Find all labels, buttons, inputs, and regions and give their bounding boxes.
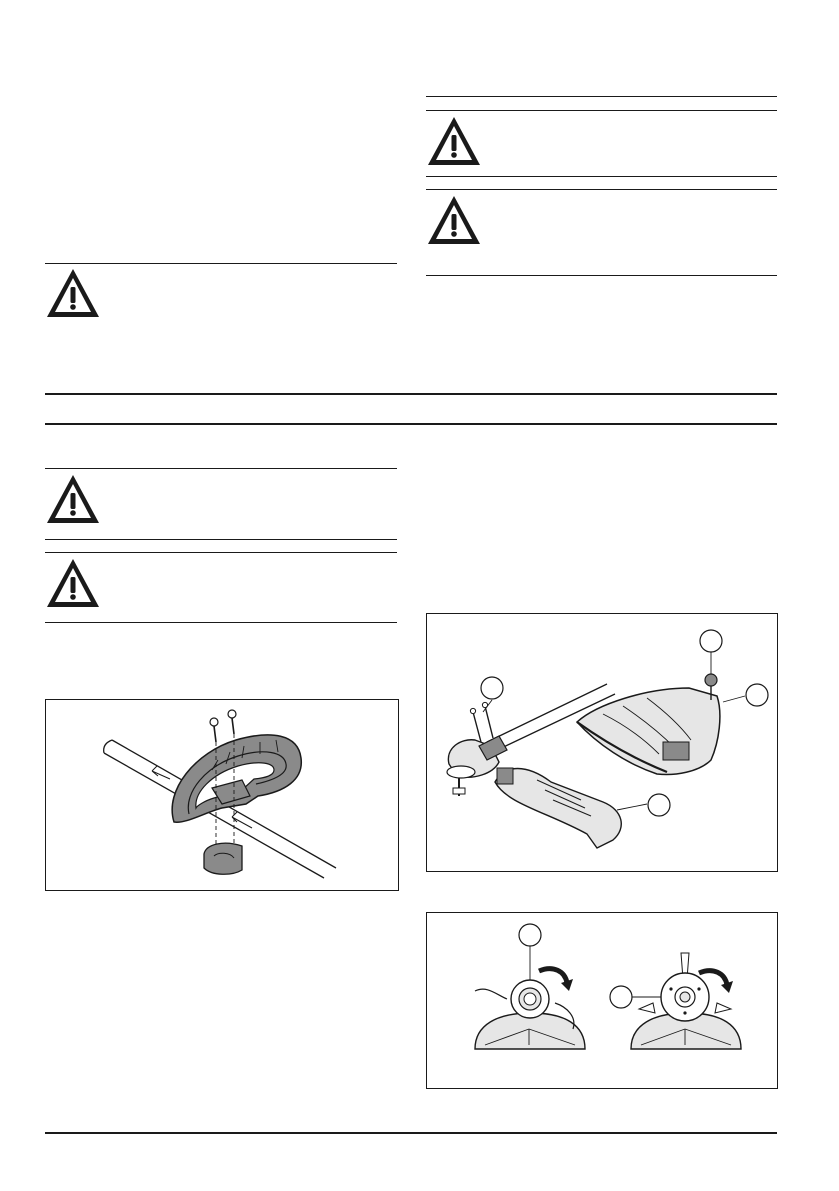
warning-triangle-icon: [44, 266, 102, 320]
warning-triangle-icon: [44, 556, 102, 610]
callout-marker: [481, 677, 503, 699]
callout-marker: [746, 684, 768, 706]
callout-marker: [700, 630, 722, 652]
callout-marker: [519, 924, 541, 946]
warning-rule-top: [426, 110, 777, 111]
warning-rule-top: [426, 96, 777, 97]
callout-marker: [648, 794, 670, 816]
callout-marker: [610, 986, 632, 1008]
handle-assembly-figure: [45, 699, 399, 891]
warning-triangle-icon: [425, 114, 483, 168]
warning-rule-top: [45, 263, 397, 264]
footer-rule: [45, 1132, 777, 1134]
warning-rule-top: [45, 468, 397, 469]
guard-assembly-figure: [426, 613, 778, 872]
warning-triangle-icon: [425, 193, 483, 247]
trimmer-guard-illustration: [427, 614, 777, 871]
warning-rule-bottom: [45, 622, 397, 623]
warning-triangle-icon: [44, 472, 102, 526]
section-header-bottom-rule: [45, 423, 777, 425]
loop-handle-illustration: [46, 700, 398, 890]
cutting-head-comparison-illustration: [427, 913, 777, 1088]
warning-rule-divider: [45, 539, 397, 540]
warning-rule-divider: [45, 552, 397, 553]
warning-rule-bottom: [426, 275, 777, 276]
warning-rule-divider: [426, 189, 777, 190]
warning-rule-divider: [426, 176, 777, 177]
section-header-top-rule: [45, 393, 777, 395]
cutting-heads-figure: [426, 912, 778, 1089]
